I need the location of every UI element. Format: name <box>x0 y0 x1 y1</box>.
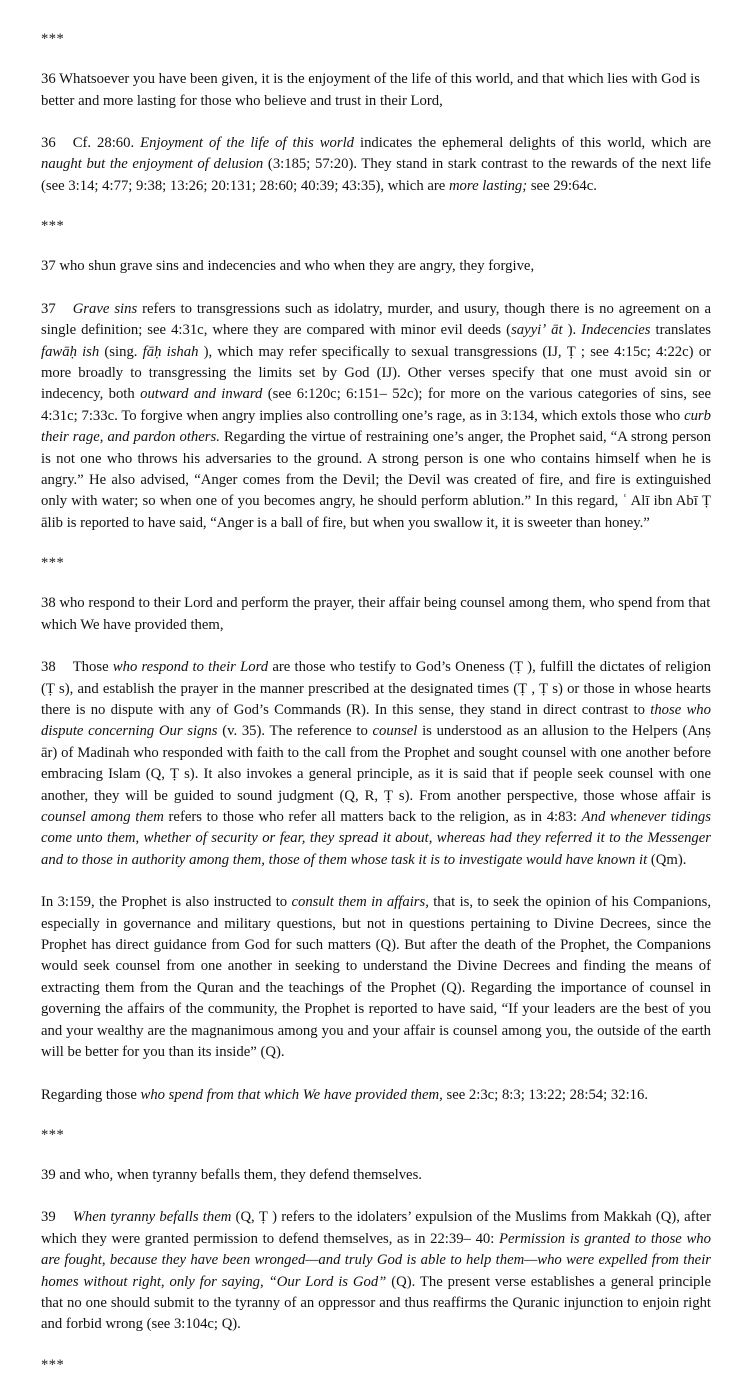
commentary-39-i2: Permission is granted to those who are fought, because they have been wronged—and truly God is able to help them—who were expelled from their homes without right, only for saying, “Our Lord is God” <box>41 1230 711 1290</box>
commentary-37-i3: Indecencies <box>581 322 651 339</box>
commentary-38-t3: (v. 35). The reference to <box>217 723 373 740</box>
paragraph-3-159-t2: that is, to seek the opinion of his Companions, especially in governance and military questions, but not in questions pertaining to Divine Decrees, since the Prophet has direct guidance from God for such matters (Q). But after the death of the Prophet, the Companions would seek counsel from one another in seeking to understand the Divine Decrees and finding the means of extracting them from the Quran and the teachings of the Prophet (Q). Regarding the importance of counsel in governing the affairs of the community, the Prophet is reported to have said, “If your leaders are the best of you and your wealthy are the magnanimous among you and your affair is counsel among you, the outside of the earth will be better for you than its inside” (Q). <box>41 894 712 1061</box>
commentary-39 <box>41 1207 711 1335</box>
verse-text-39 <box>41 1165 711 1187</box>
commentary-38-i4: counsel among them <box>41 809 164 826</box>
commentary-38-i2: those who dispute concerning Our signs <box>41 702 711 740</box>
commentary-number-38: 38 <box>41 659 56 676</box>
verse-number-36: 36 <box>41 71 60 87</box>
commentary-37-t2: ). <box>562 322 582 339</box>
commentary-36-t2: indicates the ephemeral delights of this world, which are <box>354 135 711 151</box>
paragraph-3-159-t1: In 3:159, the Prophet is also instructed to <box>41 894 292 911</box>
commentary-38 <box>41 657 711 871</box>
commentary-39-t2: (Q). The present verse establishes a general principle that no one should submit to the tyranny of an oppressor and thus reaffirms the Quranic injunction to enjoin right and forbid wrong (see 3:104c; Q). <box>41 1273 711 1333</box>
verse-text-38 <box>41 593 711 636</box>
verse-text-37 <box>41 256 711 278</box>
commentary-38-t1: Those <box>72 659 113 676</box>
section-separator: *** <box>41 555 65 572</box>
commentary-36-t3: (3:185; 57:20). They stand in stark contrast to the rewards of the next life (see 3:14; 4:77; 9:38; 13:26; 20:131; 28:60; 40:39; 43:35), which are <box>41 156 711 194</box>
verse-text-36 <box>41 69 711 112</box>
paragraph-regarding-those <box>41 1085 711 1106</box>
commentary-37-t1: refers to transgressions such as idolatry, murder, and usury, though there is no agreement on a single definition; see 4:31c, where they are compared with minor evil deeds ( <box>41 300 711 339</box>
commentary-38-i5: And whenever tidings come unto them, whether of security or fear, they spread it about, whereas had they referred it to the Messenger and to those in authority among them, those of them whose task it is to investigate would have known it <box>41 809 711 868</box>
verse-body-36: Whatsoever you have been given, it is the enjoyment of the life of this world, and that which lies with God is better and more lasting for those who believe and trust in their Lord, <box>41 71 700 109</box>
commentary-37-i2: sayyiʼ āt <box>511 322 563 339</box>
commentary-38-i3: counsel <box>372 723 418 740</box>
commentary-37-t3: translates <box>650 322 711 339</box>
commentary-38-t5: refers to those who refer all matters back to the religion, as in 4:83: <box>163 809 582 826</box>
section-separator: *** <box>41 1356 65 1373</box>
commentary-36-t4: see 29:64c. <box>527 177 597 194</box>
section-separator: *** <box>41 1126 65 1143</box>
commentary-37-t6: (see 6:120c; 6:151– 52c); for more on the various categories of sins, see 4:31c; 7:33c. To forgive when angry implies also controlling one’s rage, as in 3:134, which extols those who <box>41 386 711 424</box>
commentary-39-t1: (Q, Ṭ ) refers to the idolaters’ expulsion of the Muslims from Makkah (Q), after which they were granted permission to defend themselves, as in 22:39– 40: <box>41 1209 711 1247</box>
commentary-36-i2: naught but the enjoyment of delusion <box>41 156 264 173</box>
commentary-38-t4: is understood as an allusion to the Helpers (Anṣ ār) of Madinah who responded with faith to the call from the Prophet and sought counsel with one another before embracing Islam (Q, Ṭ s). It also invokes a general principle, as it is said that if people seek counsel with one another, they will be guided to sound judgment (Q, R, Ṭ s). From another perspective, those whose affair is <box>41 723 711 804</box>
paragraph-3-159 <box>41 892 711 1063</box>
commentary-37-i7: curb their rage, and pardon others. <box>41 407 711 446</box>
paragraph-3-159-i1: consult them in affairs, <box>291 894 429 911</box>
commentary-36 <box>41 133 711 197</box>
commentary-37-t4: (sing. <box>99 343 143 360</box>
commentary-39-i1: When tyranny befalls them <box>72 1209 232 1226</box>
commentary-number-37: 37 <box>41 300 56 317</box>
section-separator: *** <box>41 218 65 235</box>
commentary-36-i3: more lasting; <box>448 177 528 194</box>
commentary-number-36: 36 <box>41 135 56 151</box>
commentary-38-t2: are those who testify to God’s Oneness (Ṭ ), fulfill the dictates of religion (Ṭ s), and establish the prayer in the manner prescribed at the designated times (Ṭ , Ṭ s) or those in whose hearts there is no dispute with any of God’s Commands (R). In this sense, they stand in direct contrast to <box>41 659 711 718</box>
paragraph-regarding-t1: Regarding those <box>41 1086 141 1103</box>
commentary-37-i4: fawāḥ ish <box>41 343 100 360</box>
verse-body-37: who shun grave sins and indecencies and who when they are angry, they forgive, <box>59 258 535 275</box>
commentary-37-i5: fāḥ ishah <box>142 343 199 360</box>
commentary-37-i6: outward and inward <box>140 386 263 403</box>
commentary-36-i1: Enjoyment of the life of this world <box>140 135 355 151</box>
paragraph-regarding-i1: who spend from that which We have provided them, <box>140 1086 443 1103</box>
verse-number-39: 39 <box>41 1166 60 1183</box>
commentary-37-t5: ), which may refer specifically to sexual transgressions (IJ, Ṭ ; see 4:15c; 4:22c) or more broadly to transgressing the limits set by God (IJ). Other verses specify that one must avoid sin or indecency, both <box>41 343 711 403</box>
page-content <box>41 31 711 1395</box>
verse-number-38: 38 <box>41 595 60 612</box>
commentary-38-t6: (Qm). <box>647 851 687 868</box>
commentary-36-t1: Cf. 28:60. <box>72 135 141 151</box>
verse-number-37: 37 <box>41 258 60 275</box>
commentary-number-39: 39 <box>41 1209 56 1226</box>
commentary-37 <box>41 299 711 534</box>
verse-body-38: who respond to their Lord and perform the prayer, their affair being counsel among them, who spend from that which We have provided them, <box>41 595 711 633</box>
verse-body-39: and who, when tyranny befalls them, they defend themselves. <box>59 1166 422 1183</box>
commentary-37-i1: Grave sins <box>72 300 138 317</box>
commentary-38-i1: who respond to their Lord <box>112 659 269 676</box>
commentary-37-t7: Regarding the virtue of restraining one’s anger, the Prophet said, “A strong person is not one who throws his adversaries to the ground. A strong person is one who contains himself when he is angry.” He also advised, “Anger comes from the Devil; the Devil was created of fire, and fire is extinguished only with water; so when one of you becomes angry, he should perform ablution.” In this regard, ʿ Alī ibn Abī Ṭ ālib is reported to have said, “Anger is a ball of fire, but when you swallow it, it is sweeter than honey.” <box>41 429 711 531</box>
section-separator: *** <box>41 31 65 47</box>
paragraph-regarding-t2: see 2:3c; 8:3; 13:22; 28:54; 32:16. <box>442 1086 649 1103</box>
